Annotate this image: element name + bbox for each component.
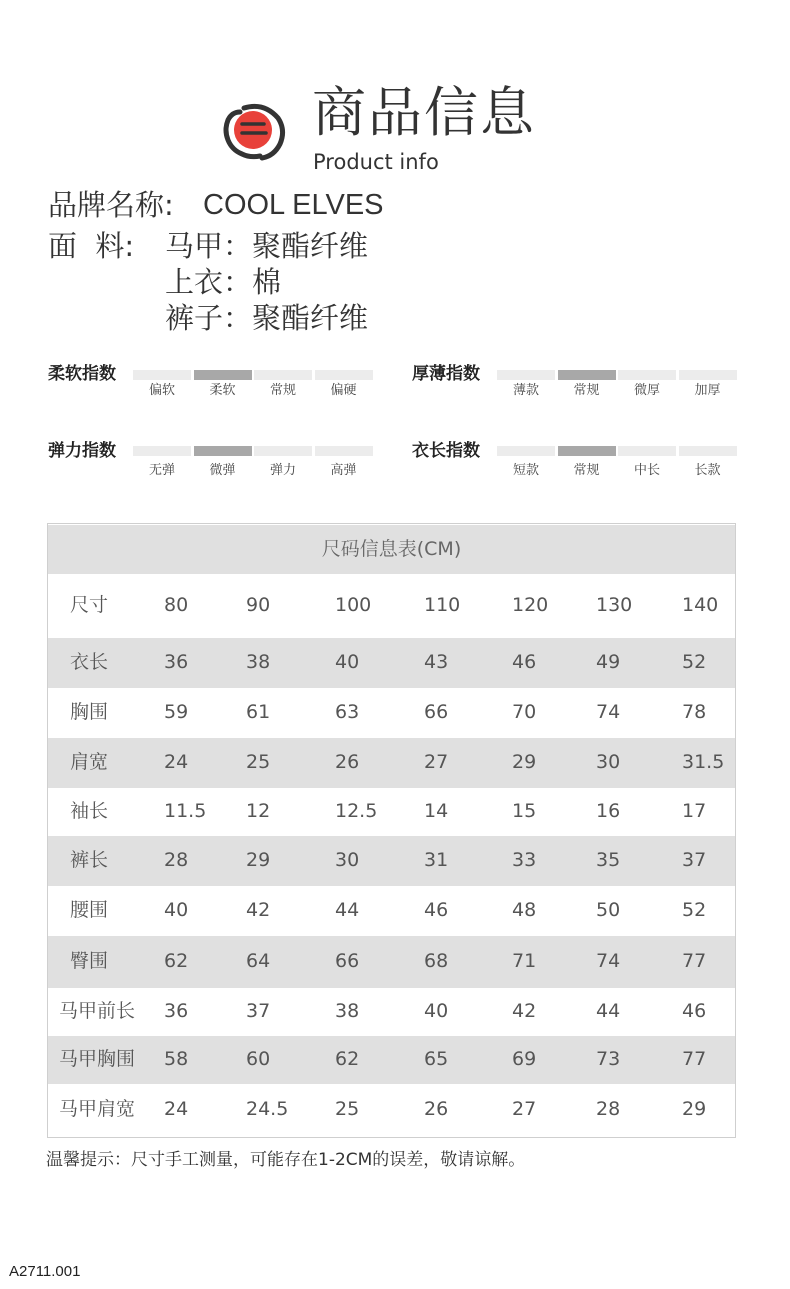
table-row <box>48 638 735 688</box>
table-cell: 38 <box>246 651 271 673</box>
page-subtitle: Product info <box>313 150 439 174</box>
table-cell: 61 <box>246 701 271 723</box>
index-title: 柔软指数 <box>48 364 116 384</box>
table-cell: 64 <box>246 950 271 972</box>
table-cell: 66 <box>335 950 360 972</box>
table-cell: 29 <box>682 1098 707 1120</box>
index-option-label: 偏硬 <box>330 383 357 398</box>
index-segment-selected <box>194 446 252 456</box>
index-option-label: 长款 <box>694 463 721 478</box>
table-cell: 17 <box>682 800 707 822</box>
table-row <box>48 1036 735 1084</box>
table-cell: 15 <box>512 800 537 822</box>
index-option-label: 微弹 <box>209 463 236 478</box>
index-option-label: 常规 <box>573 383 600 398</box>
fabric-item: 裤子：聚酯纤维 <box>165 301 369 335</box>
brand-label: 品牌名称: <box>48 188 174 222</box>
table-cell: 66 <box>424 701 449 723</box>
table-cell: 70 <box>512 701 537 723</box>
index-segment <box>315 446 373 456</box>
table-cell: 46 <box>682 1000 707 1022</box>
row-label: 肩宽 <box>70 751 109 773</box>
index-segment-selected <box>558 370 616 380</box>
fabric-item: 马甲：聚酯纤维 <box>165 229 369 263</box>
table-cell: 60 <box>246 1048 271 1070</box>
table-cell: 48 <box>512 899 537 921</box>
row-label: 尺寸 <box>70 594 109 616</box>
table-cell: 62 <box>164 950 189 972</box>
table-cell: 44 <box>596 1000 621 1022</box>
index-segment <box>254 446 312 456</box>
table-row <box>48 738 735 788</box>
index-option-label: 薄款 <box>512 383 539 398</box>
row-label: 马甲胸围 <box>59 1048 136 1070</box>
table-cell: 40 <box>164 899 189 921</box>
table-cell: 37 <box>246 1000 271 1022</box>
table-cell: 78 <box>682 701 707 723</box>
product-code: A2711.001 <box>9 1263 81 1280</box>
table-cell: 30 <box>335 849 360 871</box>
table-cell: 50 <box>596 899 621 921</box>
table-cell: 31 <box>424 849 449 871</box>
index-option-label: 常规 <box>269 383 296 398</box>
index-segment <box>254 370 312 380</box>
table-cell: 80 <box>164 594 189 616</box>
table-cell: 29 <box>512 751 537 773</box>
row-label: 衣长 <box>70 651 109 673</box>
index-option-label: 偏软 <box>148 383 175 398</box>
table-cell: 62 <box>335 1048 360 1070</box>
row-label: 马甲肩宽 <box>59 1098 136 1120</box>
index-segment <box>315 370 373 380</box>
brand-value: COOL ELVES <box>203 189 384 221</box>
table-cell: 35 <box>596 849 621 871</box>
table-cell: 36 <box>164 651 189 673</box>
index-title: 厚薄指数 <box>412 364 480 384</box>
table-cell: 58 <box>164 1048 189 1070</box>
table-cell: 69 <box>512 1048 537 1070</box>
table-cell: 26 <box>335 751 360 773</box>
index-option-label: 加厚 <box>694 383 721 398</box>
row-label: 袖长 <box>70 800 109 822</box>
table-cell: 68 <box>424 950 449 972</box>
table-cell: 73 <box>596 1048 621 1070</box>
row-label: 裤长 <box>70 849 109 871</box>
table-cell: 59 <box>164 701 189 723</box>
logo-icon <box>220 100 290 164</box>
table-row <box>48 1084 735 1136</box>
table-cell: 46 <box>424 899 449 921</box>
table-cell: 25 <box>335 1098 360 1120</box>
table-cell: 27 <box>424 751 449 773</box>
fabric-item: 上衣：棉 <box>165 265 282 299</box>
size-table-title: 尺码信息表(CM) <box>48 525 735 574</box>
table-row <box>48 988 735 1036</box>
index-segment <box>679 370 737 380</box>
index-option-label: 常规 <box>573 463 600 478</box>
table-cell: 65 <box>424 1048 449 1070</box>
table-row <box>48 788 735 836</box>
index-option-label: 无弹 <box>148 463 175 478</box>
table-cell: 44 <box>335 899 360 921</box>
index-title: 弹力指数 <box>48 441 116 461</box>
table-cell: 43 <box>424 651 449 673</box>
table-cell: 25 <box>246 751 271 773</box>
table-cell: 27 <box>512 1098 537 1120</box>
table-cell: 77 <box>682 1048 707 1070</box>
table-cell: 26 <box>424 1098 449 1120</box>
table-cell: 40 <box>424 1000 449 1022</box>
index-segment <box>133 446 191 456</box>
table-row <box>48 836 735 886</box>
table-cell: 38 <box>335 1000 360 1022</box>
table-cell: 12.5 <box>335 800 378 822</box>
index-option-label: 高弹 <box>330 463 357 478</box>
table-cell: 30 <box>596 751 621 773</box>
table-cell: 52 <box>682 651 707 673</box>
table-row <box>48 886 735 936</box>
table-cell: 42 <box>512 1000 537 1022</box>
table-cell: 29 <box>246 849 271 871</box>
table-cell: 31.5 <box>682 751 725 773</box>
index-segment <box>618 370 676 380</box>
table-cell: 71 <box>512 950 537 972</box>
index-segment <box>618 446 676 456</box>
index-segment <box>497 370 555 380</box>
table-cell: 14 <box>424 800 449 822</box>
index-option-label: 短款 <box>512 463 539 478</box>
table-cell: 110 <box>424 594 461 616</box>
table-cell: 100 <box>335 594 372 616</box>
table-cell: 28 <box>164 849 189 871</box>
table-cell: 46 <box>512 651 537 673</box>
table-cell: 28 <box>596 1098 621 1120</box>
table-cell: 130 <box>596 594 633 616</box>
table-cell: 16 <box>596 800 621 822</box>
index-option-label: 柔软 <box>209 383 236 398</box>
table-cell: 11.5 <box>164 800 207 822</box>
table-cell: 24 <box>164 1098 189 1120</box>
row-label: 胸围 <box>70 701 109 723</box>
table-cell: 74 <box>596 701 621 723</box>
table-cell: 74 <box>596 950 621 972</box>
index-option-label: 中长 <box>633 463 660 478</box>
table-cell: 77 <box>682 950 707 972</box>
row-label: 马甲前长 <box>59 1000 136 1022</box>
index-option-label: 弹力 <box>269 463 296 478</box>
row-label: 臀围 <box>70 950 109 972</box>
index-segment-selected <box>558 446 616 456</box>
table-row <box>48 688 735 738</box>
table-cell: 52 <box>682 899 707 921</box>
index-segment <box>133 370 191 380</box>
table-cell: 12 <box>246 800 271 822</box>
row-label: 腰围 <box>70 899 109 921</box>
page-title: 商品信息 <box>312 81 536 144</box>
index-segment <box>497 446 555 456</box>
index-option-label: 微厚 <box>633 383 660 398</box>
index-title: 衣长指数 <box>412 441 480 461</box>
table-cell: 49 <box>596 651 621 673</box>
measurement-note: 温馨提示：尺寸手工测量，可能存在1-2CM的误差，敬请谅解。 <box>46 1150 526 1170</box>
index-segment <box>679 446 737 456</box>
table-cell: 40 <box>335 651 360 673</box>
fabric-label: 面 料: <box>48 229 135 263</box>
table-cell: 120 <box>512 594 549 616</box>
table-cell: 63 <box>335 701 360 723</box>
index-segment-selected <box>194 370 252 380</box>
table-cell: 37 <box>682 849 707 871</box>
table-cell: 24.5 <box>246 1098 289 1120</box>
table-cell: 140 <box>682 594 719 616</box>
table-cell: 42 <box>246 899 271 921</box>
table-cell: 90 <box>246 594 271 616</box>
table-cell: 36 <box>164 1000 189 1022</box>
table-cell: 24 <box>164 751 189 773</box>
table-row <box>48 936 735 988</box>
table-cell: 33 <box>512 849 537 871</box>
